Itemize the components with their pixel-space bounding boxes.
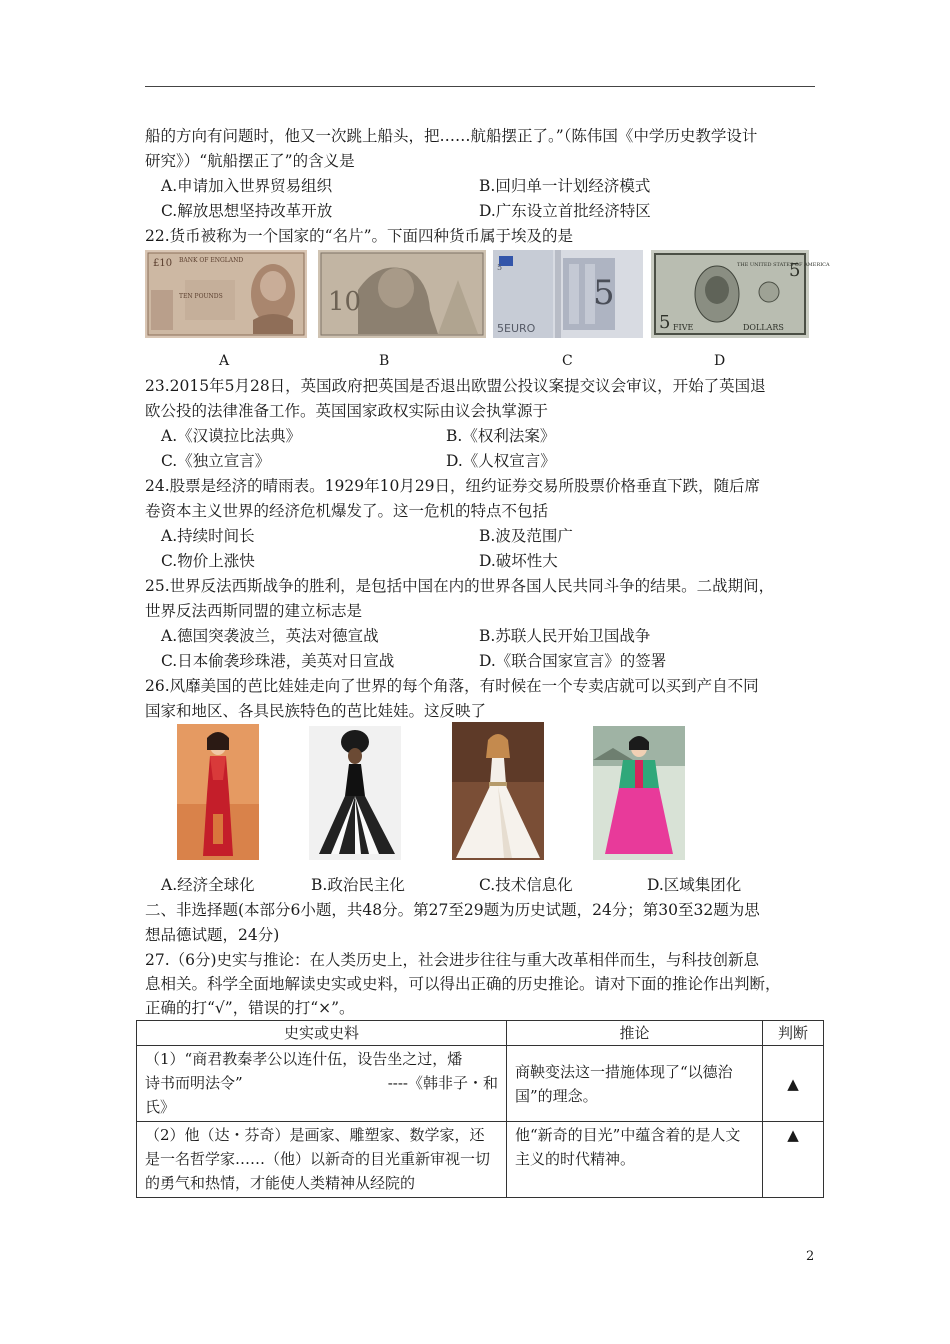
banknote-d-numeral: 5 [789,260,801,281]
doll-image-white-ballgown [452,722,544,860]
row2-fact: （2）他（达・芬奇）是画家、雕塑家、数学家，还是一名哲学家……（他）以新奇的目光重新审视一切的勇气和热情，才能使人类精神从经院的 [137,1122,507,1198]
q24-line1: 24.股票是经济的晴雨表。1929年10月29日，纽约证券交易所股票价格垂直下跌，随后席 [145,477,761,495]
row1-inference: 商鞅变法这一措施体现了“以德治国”的理念。 [507,1046,763,1122]
q26-option-d: D.区域集团化 [647,876,742,894]
banknote-d-dollars-text: DOLLARS [743,323,784,332]
q27-line2: 息相关。科学全面地解读史实或史料，可以得出正确的历史推论。请对下面的推论作出判断， [145,975,781,993]
svg-text:5: 5 [497,263,503,272]
q21-option-a: A.申请加入世界贸易组织 [161,177,333,195]
q23-option-b: B.《权利法案》 [446,427,556,445]
banknote-a-image [145,250,307,338]
banknote-a-bank-text: BANK OF ENGLAND [179,257,244,264]
q26-option-c: C.技术信息化 [479,876,573,894]
q27-table [136,1020,824,1198]
q26-option-a: A.经济全球化 [161,876,255,894]
banknote-c-image [493,250,643,338]
header-rule [145,86,815,87]
page-number: 2 [806,1249,815,1264]
q21-line1: 船的方向有问题时，他又一次跳上船头，把……航船摆正了。”（陈伟国《中学历史教学设计 [145,127,758,145]
banknote-a-label: A [219,353,230,369]
table-row [137,1122,824,1198]
q26-line1: 26.风靡美国的芭比娃娃走向了世界的每个角落，有时候在一个专卖店就可以买到产自不同 [145,677,759,695]
table-header-row [137,1021,824,1046]
q27-line3: 正确的打“√”，错误的打“×”。 [145,999,355,1017]
q21-line2: 研究》）“航船摆正了”的含义是 [145,152,355,170]
q21-option-b: B.回归单一计划经济模式 [479,177,651,195]
banknote-d-top-text: THE UNITED STATES OF AMERICA [737,262,830,268]
row1-fact-line-a: （1）“商君教秦孝公以连什伍，设告坐之过，燔 [145,1050,463,1068]
table-row [137,1046,824,1122]
header-fact: 史实或史料 [137,1021,507,1046]
q24-option-a: A.持续时间长 [161,527,255,545]
q24-option-b: B.波及范围广 [479,527,573,545]
q23-line2: 欧公投的法律准备工作。英国国家政权实际由议会执掌源于 [145,402,549,420]
svg-text:5: 5 [659,312,671,333]
q26-line2: 国家和地区、各具民族特色的芭比娃娃。这反映了 [145,702,487,720]
q25-option-d: D.《联合国家宣言》的签署 [479,652,667,670]
banknote-d-five-text: FIVE [673,323,694,332]
q21-option-d: D.广东设立首批经济特区 [479,202,651,220]
q25-option-c: C.日本偷袭珍珠港，美英对日宣战 [161,652,395,670]
q27-line1: 27.（6分)史实与推论：在人类历史上，社会进步往往与重大改革相伴而生，与科技创新息 [145,951,760,969]
q21-option-c: C.解放思想坚持改革开放 [161,202,333,220]
q23-option-d: D.《人权宣言》 [446,452,556,470]
header-judgement: 判断 [763,1021,824,1046]
q23-option-a: A.《汉谟拉比法典》 [161,427,302,445]
doll-image-qipao [177,724,259,860]
banknote-a-numeral: £10 [153,258,173,269]
banknote-d-image [651,250,830,338]
q26-option-b: B.政治民主化 [311,876,405,894]
q24-option-d: D.破坏性大 [479,552,558,570]
q25-option-b: B.苏联人民开始卫国战争 [479,627,651,645]
banknote-a-value-text: TEN POUNDS [179,293,223,300]
banknote-b-numeral: 10 [328,287,362,317]
row1-fact-source: ----《韩非子・和 [387,1074,498,1092]
q25-option-a: A.德国突袭波兰，英法对德宣战 [161,627,379,645]
q23-line1: 23.2015年5月28日，英国政府把英国是否退出欧盟公投议案提交议会审议，开始了英国退 [145,377,766,395]
doll-image-black-white-gown [309,726,401,860]
doll-image-hanbok [593,726,685,860]
header-inference: 推论 [507,1021,763,1046]
q25-line1: 25.世界反法西斯战争的胜利，是包括中国在内的世界各国人民共同斗争的结果。二战期间， [145,577,775,595]
q22-line1: 22.货币被称为一个国家的“名片”。下面四种货币属于埃及的是 [145,227,574,245]
banknote-d-label: D [714,353,726,369]
q25-line2: 世界反法西斯同盟的建立标志是 [145,602,363,620]
row1-fact [137,1046,507,1122]
q24-line2: 卷资本主义世界的经济危机爆发了。这一危机的特点不包括 [145,502,549,520]
row2-inference: 他“新奇的目光”中蕴含着的是人文主义的时代精神。 [507,1122,763,1198]
row1-fact-line-c: 氏》 [145,1098,176,1116]
banknote-c-numeral: 5 [593,273,615,313]
q23-option-c: C.《独立宣言》 [161,452,271,470]
banknote-c-label: C [562,353,573,369]
row1-judgement-mark: ▲ [763,1046,824,1122]
row2-judgement-mark: ▲ [763,1122,824,1198]
section2-line2: 想品德试题，24分) [145,926,280,944]
banknote-b-label: B [379,353,390,369]
q24-option-c: C.物价上涨快 [161,552,255,570]
banknote-b-image [318,250,486,338]
section2-line1: 二、非选择题(本部分6小题，共48分。第27至29题为历史试题，24分；第30至32题为思 [145,901,760,919]
row1-fact-line-b: 诗书而明法令” [145,1074,243,1092]
banknote-c-euro-text: 5EURO [497,322,536,335]
